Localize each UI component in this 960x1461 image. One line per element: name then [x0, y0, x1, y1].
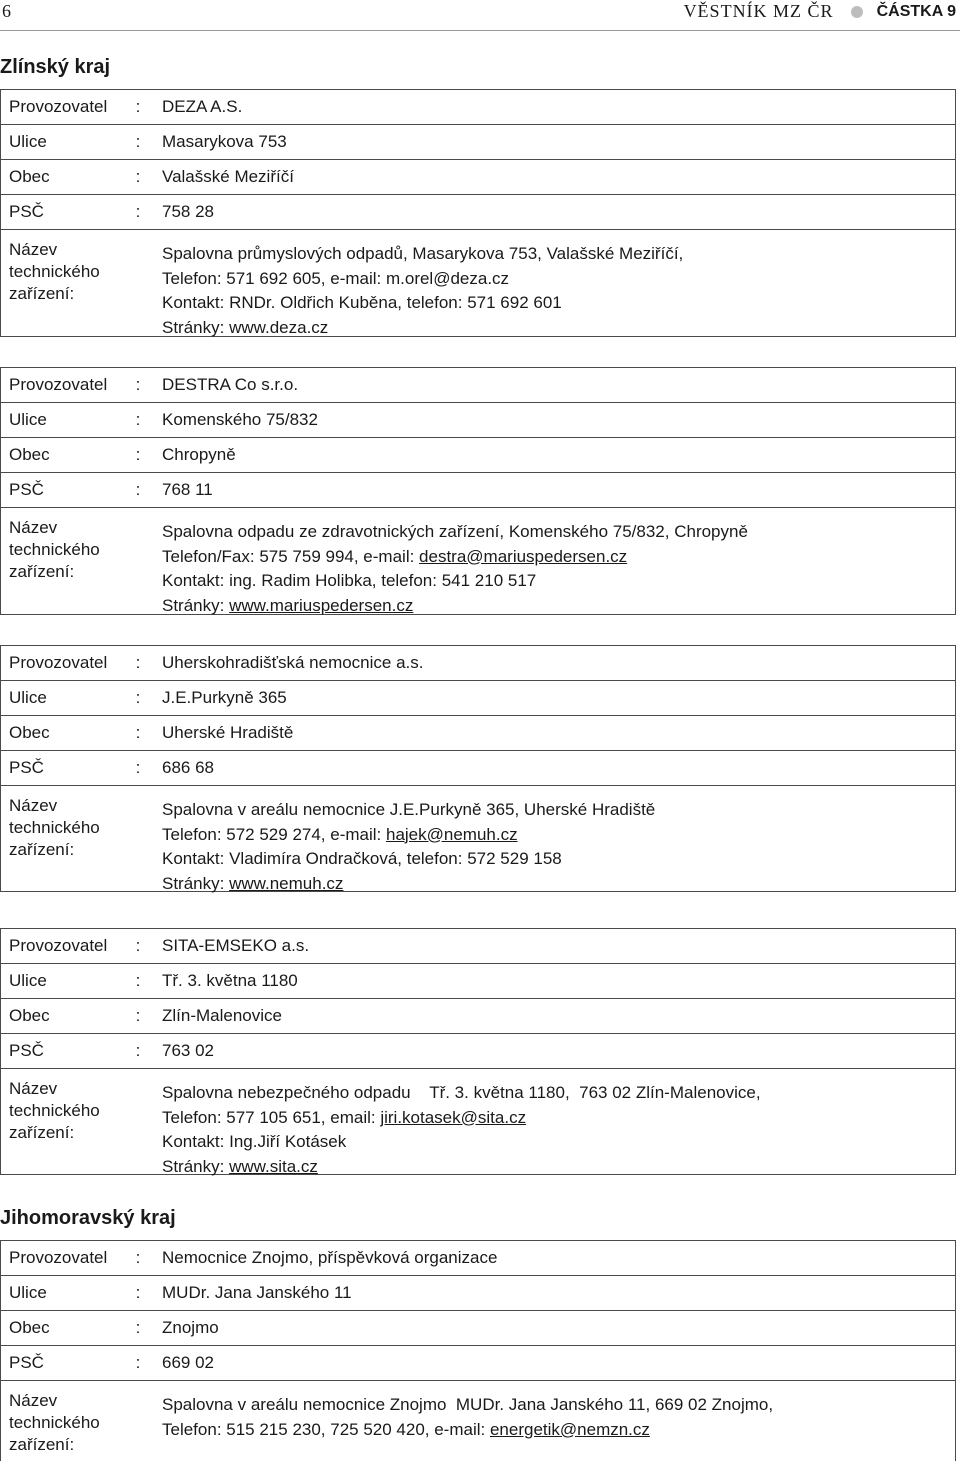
facility-web: Stránky: www.mariuspedersen.cz [162, 595, 414, 615]
facility-description: Spalovna v areálu nemocnice Znojmo MUDr. Jana Janského 11, 669 02 Znojmo, [162, 1395, 774, 1414]
city-value: Znojmo [162, 1318, 219, 1337]
city-value: Zlín-Malenovice [162, 1006, 282, 1025]
facility-web: Stránky: www.nemuh.cz [162, 873, 344, 893]
operator-row [1, 90, 955, 125]
colon: : [135, 1041, 141, 1060]
street-value: Masarykova 753 [162, 132, 287, 151]
region-heading-zlin: Zlínský kraj [0, 56, 111, 78]
operator-label: Provozovatel [9, 936, 108, 955]
email-link[interactable]: destra@mariuspedersen.cz [419, 546, 628, 566]
zip-value: 768 11 [162, 480, 213, 499]
header-right [684, 1, 956, 22]
facility-contact: Kontakt: RNDr. Oldřich Kuběna, telefon: 571 692 601 [162, 293, 562, 312]
facility-entry [0, 928, 956, 1175]
bullet-dot-icon [851, 6, 863, 18]
facility-details [155, 230, 683, 340]
zip-value: 669 02 [162, 1353, 214, 1372]
city-label: Obec [9, 167, 50, 186]
city-row [1, 438, 955, 473]
zip-label: PSČ [9, 202, 44, 221]
colon: : [135, 1318, 141, 1337]
zip-row [1, 1034, 955, 1069]
street-value: Tř. 3. května 1180 [162, 971, 298, 990]
email-link[interactable]: hajek@nemuh.cz [385, 824, 518, 844]
operator-value: SITA-EMSEKO a.s. [162, 936, 310, 955]
web-link[interactable]: www.deza.cz [229, 317, 329, 337]
street-label: Ulice [9, 971, 47, 990]
web-link[interactable]: www.nemuh.cz [229, 873, 344, 893]
colon: : [135, 1283, 141, 1302]
zip-label: PSČ [9, 480, 44, 499]
facility-phone-email: Telefon: 515 215 230, 725 520 420, e-mail: energetik@nemzn.cz [162, 1419, 650, 1439]
city-label: Obec [9, 723, 50, 742]
colon: : [135, 445, 141, 464]
street-value: MUDr. Jana Janského 11 [162, 1283, 352, 1302]
operator-label: Provozovatel [9, 1248, 108, 1267]
facility-entry [0, 367, 956, 615]
operator-value: DESTRA Co s.r.o. [162, 375, 299, 394]
colon: : [135, 480, 141, 499]
facility-name-label: Název technického zařízení: [9, 518, 100, 581]
facility-details [155, 786, 655, 896]
facility-phone-email: Telefon: 577 105 651, email: jiri.kotasek@sita.cz [162, 1107, 527, 1127]
operator-value: DEZA A.S. [162, 97, 243, 116]
facility-name-row [1, 1381, 955, 1456]
city-value: Uherské Hradiště [162, 723, 294, 742]
zip-value: 686 68 [162, 758, 214, 777]
operator-row [1, 1241, 955, 1276]
facility-name-row [1, 230, 955, 340]
city-row [1, 160, 955, 195]
facility-name-label: Název technického zařízení: [9, 796, 100, 859]
operator-row [1, 368, 955, 403]
colon: : [135, 97, 141, 116]
street-label: Ulice [9, 410, 47, 429]
facility-name-label: Název technického zařízení: [9, 1391, 100, 1454]
zip-row [1, 473, 955, 508]
operator-label: Provozovatel [9, 97, 108, 116]
zip-label: PSČ [9, 758, 44, 777]
city-row [1, 716, 955, 751]
facility-entry [0, 1240, 956, 1461]
street-row [1, 1276, 955, 1311]
facility-entry [0, 89, 956, 337]
city-value: Valašské Meziříčí [162, 167, 294, 186]
colon: : [135, 723, 141, 742]
zip-value: 763 02 [162, 1041, 214, 1060]
page-number: 6 [2, 1, 11, 21]
street-row [1, 964, 955, 999]
colon: : [135, 653, 141, 672]
colon: : [135, 971, 141, 990]
facility-name-label: Název technického zařízení: [9, 1079, 100, 1142]
colon: : [135, 758, 141, 777]
street-value: J.E.Purkyně 365 [162, 688, 287, 707]
header-divider [0, 30, 960, 31]
city-row [1, 999, 955, 1034]
journal-title: VĚSTNÍK MZ ČR [683, 1, 834, 21]
facility-entry [0, 645, 956, 892]
colon: : [135, 410, 141, 429]
street-label: Ulice [9, 688, 47, 707]
web-link[interactable]: www.mariuspedersen.cz [229, 595, 414, 615]
colon: : [135, 1248, 141, 1267]
colon: : [135, 1006, 141, 1025]
street-row [1, 125, 955, 160]
operator-value: Nemocnice Znojmo, příspěvková organizace [162, 1248, 498, 1267]
facility-description: Spalovna v areálu nemocnice J.E.Purkyně 365, Uherské Hradiště [162, 800, 656, 819]
facility-details [155, 1069, 761, 1179]
operator-label: Provozovatel [9, 375, 108, 394]
colon: : [135, 1353, 141, 1372]
facility-name-label: Název technického zařízení: [9, 240, 100, 303]
city-value: Chropyně [162, 445, 236, 464]
city-row [1, 1311, 955, 1346]
colon: : [135, 688, 141, 707]
colon: : [135, 202, 141, 221]
zip-row [1, 195, 955, 230]
operator-value: Uherskohradišťská nemocnice a.s. [162, 653, 424, 672]
web-link[interactable]: www.sita.cz [229, 1156, 318, 1176]
page-header [0, 0, 960, 24]
colon: : [135, 375, 141, 394]
zip-row [1, 751, 955, 786]
street-value: Komenského 75/832 [162, 410, 318, 429]
facility-description: Spalovna odpadu ze zdravotnických zařízení, Komenského 75/832, Chropyně [162, 522, 748, 541]
facility-contact: Kontakt: Ing.Jiří Kotásek [162, 1132, 347, 1151]
operator-row [1, 929, 955, 964]
city-label: Obec [9, 1006, 50, 1025]
facility-web: Stránky: www.sita.cz [162, 1156, 318, 1176]
facility-name-row [1, 1069, 955, 1179]
street-label: Ulice [9, 132, 47, 151]
email-link[interactable]: jiri.kotasek@sita.cz [380, 1107, 527, 1127]
zip-label: PSČ [9, 1041, 44, 1060]
email-link[interactable]: energetik@nemzn.cz [489, 1419, 650, 1439]
street-row [1, 403, 955, 438]
facility-web: Stránky: www.deza.cz [162, 317, 329, 337]
facility-details [155, 508, 748, 618]
zip-row [1, 1346, 955, 1381]
facility-contact: Kontakt: ing. Radim Holibka, telefon: 541 210 517 [162, 571, 537, 590]
city-label: Obec [9, 445, 50, 464]
facility-phone-email: Telefon: 571 692 605, e-mail: m.orel@deza.cz [162, 268, 510, 288]
colon: : [135, 167, 141, 186]
facility-description: Spalovna nebezpečného odpadu Tř. 3. května 1180, 763 02 Zlín-Malenovice, [162, 1083, 761, 1102]
region-heading-jihomoravsky: Jihomoravský kraj [0, 1207, 176, 1229]
colon: : [135, 936, 141, 955]
facility-name-row [1, 508, 955, 618]
operator-label: Provozovatel [9, 653, 108, 672]
colon: : [135, 132, 141, 151]
operator-row [1, 646, 955, 681]
facility-phone-email: Telefon/Fax: 575 759 994, e-mail: destra@mariuspedersen.cz [162, 546, 628, 566]
street-label: Ulice [9, 1283, 47, 1302]
city-label: Obec [9, 1318, 50, 1337]
facility-phone-email: Telefon: 572 529 274, e-mail: hajek@nemuh.cz [162, 824, 518, 844]
facility-name-row [1, 786, 955, 896]
zip-label: PSČ [9, 1353, 44, 1372]
street-row [1, 681, 955, 716]
facility-details [155, 1381, 773, 1456]
part-number: ČÁSTKA 9 [876, 2, 956, 20]
facility-description: Spalovna průmyslových odpadů, Masarykova 753, Valašské Meziříčí, [162, 244, 684, 263]
zip-value: 758 28 [162, 202, 214, 221]
facility-contact: Kontakt: Vladimíra Ondračková, telefon: 572 529 158 [162, 849, 562, 868]
